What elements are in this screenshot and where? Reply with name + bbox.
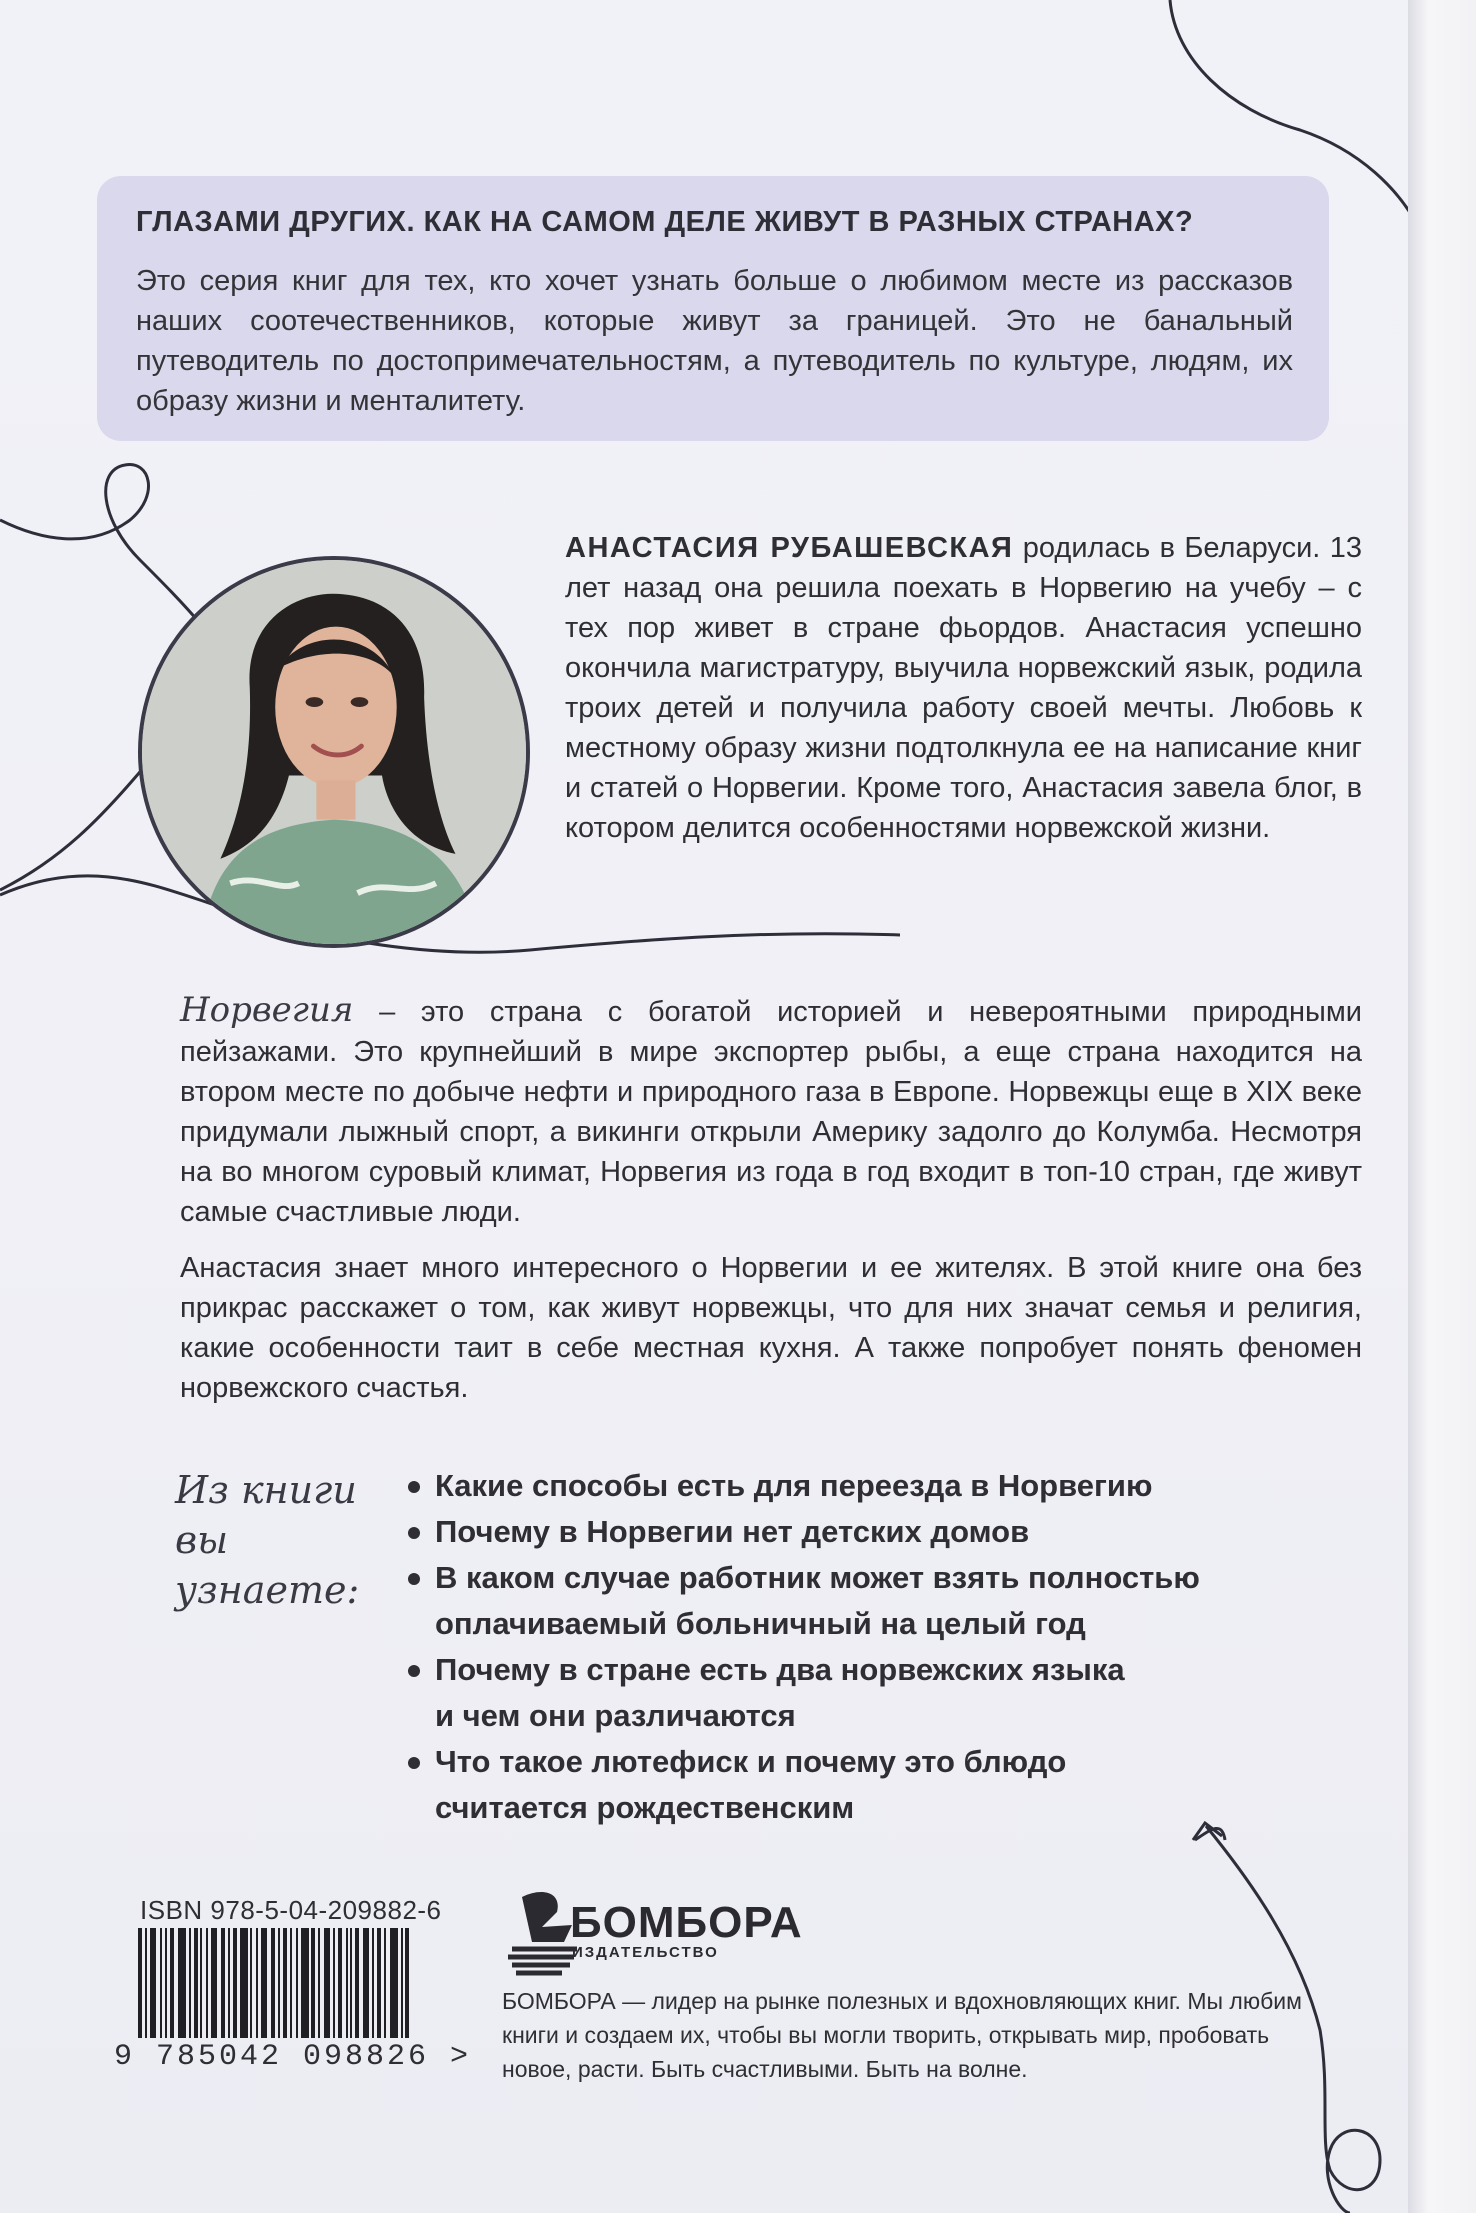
barcode-bar [311,1928,315,2038]
barcode-bar [301,1928,309,2038]
list-item: Что такое лютефиск и почему это блюдо считается рождественским [403,1739,1363,1831]
publisher-subtitle: ИЗДАТЕЛЬСТВО [572,1944,719,1961]
barcode-bar [372,1928,374,2038]
page-edge [1408,0,1476,2213]
barcode-bar [221,1928,225,2038]
barcode-bar [189,1928,191,2038]
description-paragraph-2: Анастасия знает много интересного о Норвегии и ее жителях. В этой книге она без прикрас расскажет о том, как живут норвежцы, что для них значат семья и религия, какие особенности таит в себе местная кухня. А также попробует понять феномен норвежского счастья. [180,1252,1362,1404]
paragraph-1-text: – это страна с богатой историей и невероятными природными пейзажами. Это крупнейший в мире экспортер рыбы, а еще страна находится на втором месте по добыче нефти и природного газа в Европе. Норвежцы еще в XIX веке придумали лыжный спорт, а викинги открыли Америку задолго до Колумба. Несмотря на во многом суровый климат, Норвегия из года в год входит в топ-10 стран, где живут самые счастливые люди. [180,996,1362,1228]
description-paragraph-1 [180,990,1362,1232]
barcode-bar [211,1928,217,2038]
isbn-label: ISBN 978-5-04-209882-6 [140,1895,442,1925]
barcode-bar [401,1928,403,2038]
barcode-bar [261,1928,267,2038]
barcode-bar [278,1928,280,2038]
country-lead-word: Норвегия [180,990,354,1030]
barcode-bar [200,1928,202,2038]
barcode-bar [355,1928,359,2038]
barcode-bar [165,1928,167,2038]
author-bio [565,528,1362,848]
book-description [180,990,1362,1424]
author-name: АНАСТАСИЯ РУБАШЕВСКАЯ [565,532,1014,564]
isbn-barcode [138,1928,468,2038]
learn-heading [175,1465,415,1615]
barcode-bar [170,1928,174,2038]
publisher-description: БОМБОРА — лидер на рынке полезных и вдохновляющих книг. Мы любим книги и создаем их, чтобы вы могли творить, открывать мир, пробовать новое, расти. Быть счастливыми. Быть на волне. [502,1988,1302,2082]
barcode-bar [405,1928,409,2038]
barcode-bar [228,1928,230,2038]
barcode-bar [283,1928,287,2038]
barcode-bar [194,1928,198,2038]
barcode-bar [250,1928,252,2038]
barcode-bar [346,1928,348,2038]
barcode-bar [338,1928,342,2038]
learn-list [403,1463,1363,1831]
learn-heading-line-2: вы узнаете: [175,1518,360,1612]
barcode-bar [233,1928,237,2038]
series-info-box [97,176,1329,441]
barcode-bar [318,1928,320,2038]
series-title: ГЛАЗАМИ ДРУГИХ. КАК НА САМОМ ДЕЛЕ ЖИВУТ В РАЗНЫХ СТРАНАХ? [136,206,1194,238]
barcode-bar [296,1928,298,2038]
barcode-bar [256,1928,258,2038]
author-portrait-illustration [142,560,526,944]
barcode-bar [178,1928,186,2038]
list-item: Почему в Норвегии нет детских домов [403,1509,1363,1555]
barcode-bar [145,1928,147,2038]
barcode-bar [363,1928,369,2038]
barcode-bar [160,1928,162,2038]
list-item: В каком случае работник может взять полностью оплачиваемый больничный на целый год [403,1555,1363,1647]
barcode-bar [290,1928,292,2038]
list-item: Какие способы есть для переезда в Норвегию [403,1463,1363,1509]
publisher-name: БОМБОРА [570,1898,803,1947]
author-bio-text: родилась в Беларуси. 13 лет назад она решила поехать в Норвегию на учебу – с тех пор живет в стране фьордов. Анастасия успешно окончила магистратуру, выучила норвежский язык, родила троих детей и получила работу своей мечты. Любовь к местному образу жизни подтолкнула ее на написание книг и статей о Норвегии. Кроме того, Анастасия завела блог, в котором делится особенностями норвежской жизни. [565,532,1362,844]
barcode-bar [390,1928,398,2038]
barcode-bar [377,1928,381,2038]
list-item: Почему в стране есть два норвежских языка и чем они различаются [403,1647,1363,1739]
barcode-bar [324,1928,330,2038]
series-description: Это серия книг для тех, кто хочет узнать больше о любимом месте из рассказов наших соотечественников, которые живут за границей. Это не банальный путеводитель по достопримечательностям, а путеводитель по культуре, людям, их образу жизни и менталитету. [136,265,1293,417]
author-photo [138,556,530,948]
barcode-bar [240,1928,248,2038]
barcode-bar [271,1928,275,2038]
barcode-bar [384,1928,386,2038]
barcode-bar [150,1928,156,2038]
barcode-bar [206,1928,208,2038]
barcode-bar [333,1928,335,2038]
barcode-digits: 9 785042 098826 > [114,2040,472,2074]
barcode-bar [350,1928,352,2038]
barcode-bar [138,1928,142,2038]
learn-heading-line-1: Из книги [175,1468,357,1512]
